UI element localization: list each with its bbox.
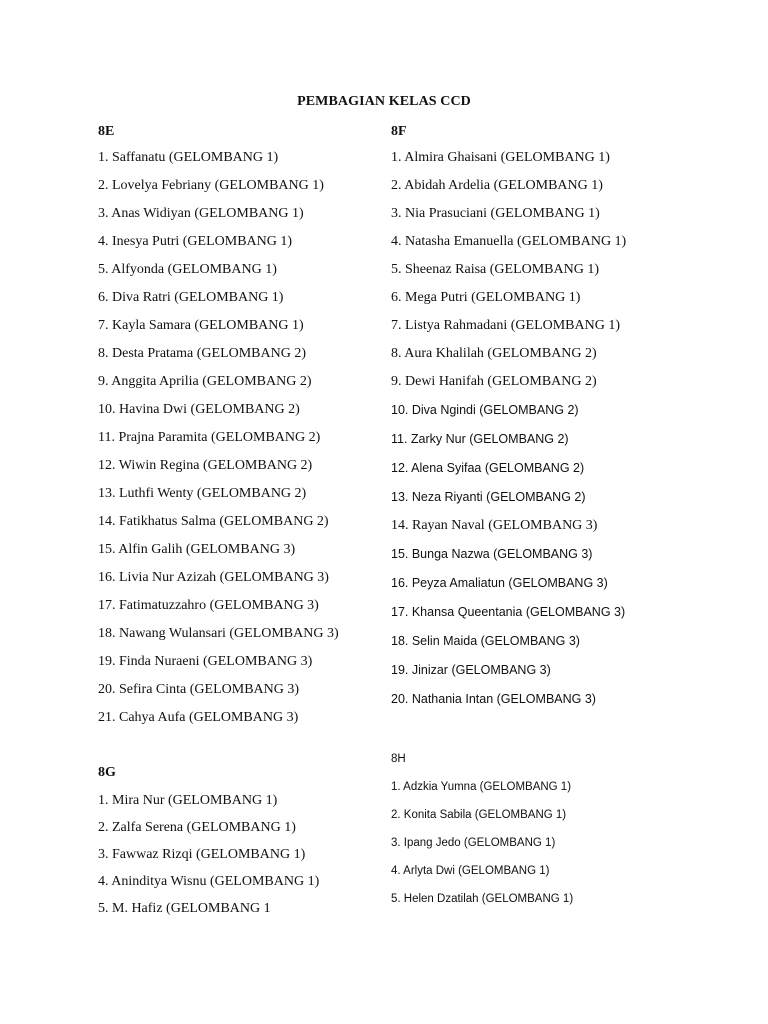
- class-8e-heading: 8E: [98, 124, 115, 139]
- list-item: 10. Diva Ngindi (GELOMBANG 2): [391, 403, 579, 417]
- list-item: 8. Desta Pratama (GELOMBANG 2): [98, 346, 307, 361]
- list-item: 10. Havina Dwi (GELOMBANG 2): [98, 402, 300, 417]
- list-item: 17. Fatimatuzzahro (GELOMBANG 3): [98, 598, 319, 613]
- list-item: 5. Alfyonda (GELOMBANG 1): [98, 262, 277, 277]
- list-item: 2. Zalfa Serena (GELOMBANG 1): [98, 820, 296, 835]
- list-item: 5. M. Hafiz (GELOMBANG 1: [98, 901, 271, 916]
- list-item: 9. Dewi Hanifah (GELOMBANG 2): [391, 374, 597, 389]
- list-item: 13. Neza Riyanti (GELOMBANG 2): [391, 490, 586, 504]
- list-item: 12. Wiwin Regina (GELOMBANG 2): [98, 458, 313, 473]
- list-item: 16. Peyza Amaliatun (GELOMBANG 3): [391, 576, 608, 590]
- list-item: 18. Selin Maida (GELOMBANG 3): [391, 634, 580, 648]
- list-item: 2. Abidah Ardelia (GELOMBANG 1): [391, 178, 603, 193]
- list-item: 2. Lovelya Febriany (GELOMBANG 1): [98, 178, 324, 193]
- list-item: 12. Alena Syifaa (GELOMBANG 2): [391, 461, 585, 475]
- list-item: 7. Listya Rahmadani (GELOMBANG 1): [391, 318, 621, 333]
- list-item: 5. Sheenaz Raisa (GELOMBANG 1): [391, 262, 600, 277]
- page-title: PEMBAGIAN KELAS CCD: [297, 94, 471, 109]
- list-item: 8. Aura Khalilah (GELOMBANG 2): [391, 346, 597, 361]
- list-item: 3. Ipang Jedo (GELOMBANG 1): [391, 837, 556, 849]
- list-item: 7. Kayla Samara (GELOMBANG 1): [98, 318, 304, 333]
- list-item: 1. Adzkia Yumna (GELOMBANG 1): [391, 781, 572, 793]
- list-item: 6. Diva Ratri (GELOMBANG 1): [98, 290, 284, 305]
- list-item: 4. Arlyta Dwi (GELOMBANG 1): [391, 865, 550, 877]
- list-item: 20. Nathania Intan (GELOMBANG 3): [391, 692, 596, 706]
- list-item: 2. Konita Sabila (GELOMBANG 1): [391, 809, 567, 821]
- list-item: 3. Nia Prasuciani (GELOMBANG 1): [391, 206, 600, 221]
- class-8f-list: [391, 147, 751, 717]
- list-item: 1. Almira Ghaisani (GELOMBANG 1): [391, 150, 610, 165]
- list-item: 19. Jinizar (GELOMBANG 3): [391, 663, 551, 677]
- class-8h-list: [391, 776, 751, 916]
- class-8f-heading: 8F: [391, 124, 407, 139]
- list-item: 21. Cahya Aufa (GELOMBANG 3): [98, 710, 299, 725]
- list-item: 1. Mira Nur (GELOMBANG 1): [98, 793, 278, 808]
- list-item: 14. Rayan Naval (GELOMBANG 3): [391, 518, 598, 533]
- list-item: 4. Aninditya Wisnu (GELOMBANG 1): [98, 874, 320, 889]
- list-item: 9. Anggita Aprilia (GELOMBANG 2): [98, 374, 312, 389]
- list-item: 3. Fawwaz Rizqi (GELOMBANG 1): [98, 847, 306, 862]
- list-item: 20. Sefira Cinta (GELOMBANG 3): [98, 682, 300, 697]
- list-item: 4. Inesya Putri (GELOMBANG 1): [98, 234, 293, 249]
- list-item: 16. Livia Nur Azizah (GELOMBANG 3): [98, 570, 329, 585]
- list-item: 13. Luthfi Wenty (GELOMBANG 2): [98, 486, 307, 501]
- list-item: 15. Alfin Galih (GELOMBANG 3): [98, 542, 296, 557]
- list-item: 3. Anas Widiyan (GELOMBANG 1): [98, 206, 304, 221]
- list-item: 11. Zarky Nur (GELOMBANG 2): [391, 432, 569, 446]
- list-item: 5. Helen Dzatilah (GELOMBANG 1): [391, 893, 574, 905]
- class-8h-heading: 8H: [391, 753, 406, 765]
- list-item: 18. Nawang Wulansari (GELOMBANG 3): [98, 626, 339, 641]
- list-item: 6. Mega Putri (GELOMBANG 1): [391, 290, 581, 305]
- list-item: 15. Bunga Nazwa (GELOMBANG 3): [391, 547, 593, 561]
- list-item: 14. Fatikhatus Salma (GELOMBANG 2): [98, 514, 329, 529]
- list-item: 4. Natasha Emanuella (GELOMBANG 1): [391, 234, 627, 249]
- class-8h-section: [391, 750, 751, 916]
- list-item: 19. Finda Nuraeni (GELOMBANG 3): [98, 654, 313, 669]
- list-item: 1. Saffanatu (GELOMBANG 1): [98, 150, 279, 165]
- class-8g-heading: 8G: [98, 765, 116, 780]
- list-item: 17. Khansa Queentania (GELOMBANG 3): [391, 605, 626, 619]
- list-item: 11. Prajna Paramita (GELOMBANG 2): [98, 430, 321, 445]
- class-8f-section: [391, 123, 751, 717]
